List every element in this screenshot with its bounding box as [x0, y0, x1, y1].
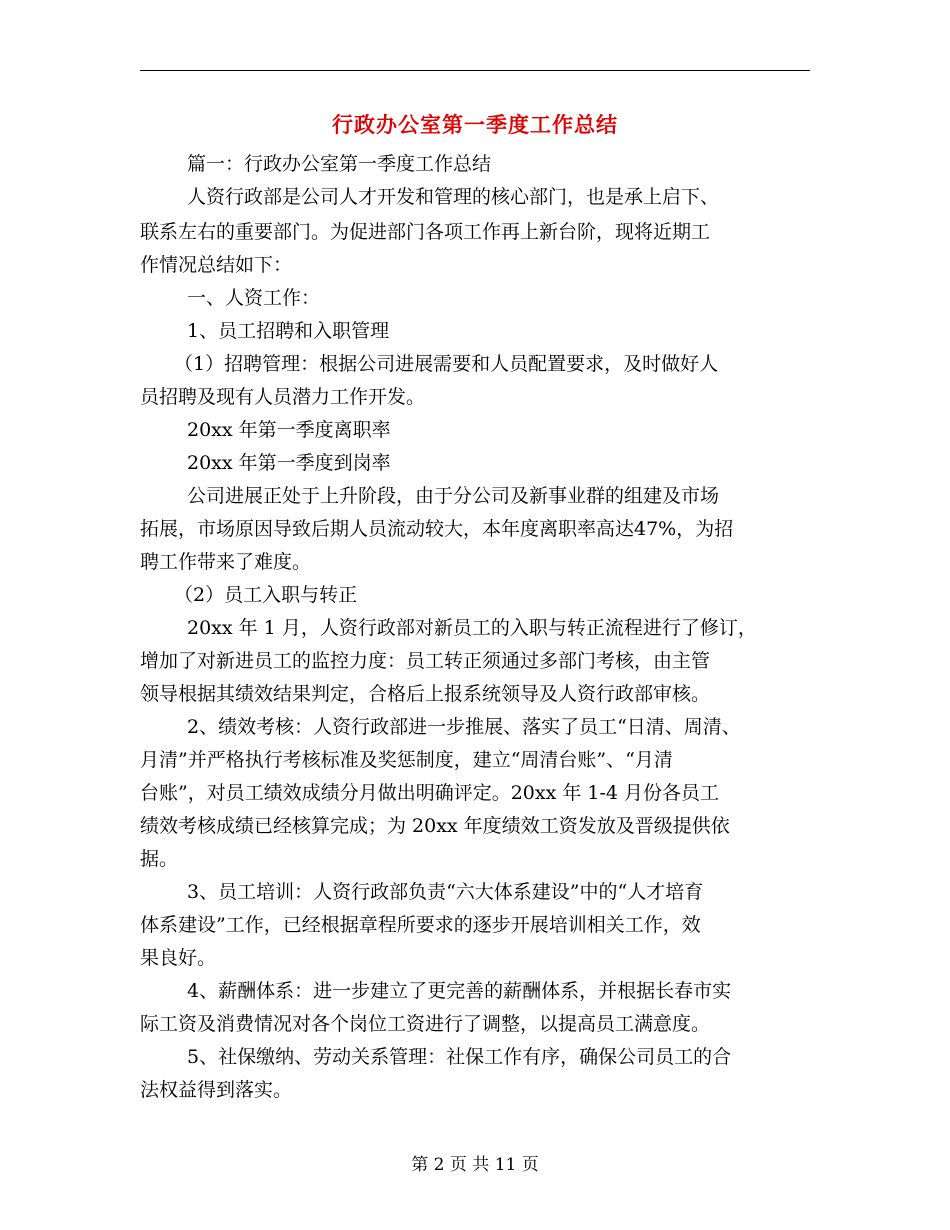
paragraph-line: 3、员工培训：人资行政部负责“六大体系建设”中的“人才培育: [187, 881, 704, 903]
paragraph-line: 公司进展正处于上升阶段，由于分公司及新事业群的组建及市场: [187, 485, 720, 507]
paragraph-line: 果良好。: [140, 947, 217, 969]
paragraph-line: 20xx 年第一季度离职率: [187, 419, 391, 441]
paragraph-line: 4、薪酬体系：进一步建立了更完善的薪酬体系，并根据长春市实: [187, 980, 732, 1002]
paragraph-line: 法权益得到落实。: [140, 1079, 293, 1101]
paragraph-line: 作情况总结如下：: [140, 254, 293, 276]
document-title: 行政办公室第一季度工作总结: [332, 112, 618, 137]
paragraph-line: 篇一：行政办公室第一季度工作总结: [187, 153, 492, 175]
paragraph-line: 际工资及消费情况对各个岗位工资进行了调整，以提高员工满意度。: [140, 1013, 711, 1035]
paragraph-line: 月清”并严格执行考核标准及奖惩制度，建立“周清台账”、“月清: [140, 749, 673, 771]
subsection-heading: 1、员工招聘和入职管理: [187, 320, 390, 342]
paragraph-line: 据。: [140, 848, 179, 870]
paragraph-line: （1）招聘管理：根据公司进展需要和人员配置要求，及时做好人: [174, 353, 719, 375]
paragraph-line: 增加了对新进员工的监控力度：员工转正须通过多部门考核，由主管: [140, 650, 711, 672]
paragraph-line: 5、社保缴纳、劳动关系管理：社保工作有序，确保公司员工的合: [187, 1046, 732, 1068]
paragraph-line: 绩效考核成绩已经核算完成；为 20xx 年度绩效工资发放及晋级提供依: [140, 815, 730, 837]
paragraph-line: 体系建设”工作，已经根据章程所要求的逐步开展培训相关工作，效: [140, 914, 701, 936]
paragraph-line: 聘工作带来了难度。: [140, 551, 312, 573]
paragraph-line: 联系左右的重要部门。为促进部门各项工作再上新台阶，现将近期工: [140, 221, 711, 243]
paragraph-line: 20xx 年 1 月，人资行政部对新员工的入职与转正流程进行了修订，: [187, 617, 757, 639]
header-rule: [140, 70, 810, 71]
paragraph-line: 员招聘及现有人员潜力工作开发。: [140, 386, 426, 408]
paragraph-line: 2、绩效考核：人资行政部进一步推展、落实了员工“日清、周清、: [187, 716, 741, 738]
paragraph-line: 人资行政部是公司人才开发和管理的核心部门，也是承上启下、: [187, 186, 720, 208]
paragraph-line: 拓展，市场原因导致后期人员流动较大，本年度离职率高达47%，为招: [140, 518, 734, 540]
page-number-footer: 第 2 页 共 11 页: [411, 1155, 539, 1175]
paragraph-line: 20xx 年第一季度到岗率: [187, 452, 391, 474]
section-heading: 一、人资工作：: [187, 287, 321, 309]
subsection-heading: （2）员工入职与转正: [174, 584, 358, 606]
paragraph-line: 领导根据其绩效结果判定，合格后上报系统领导及人资行政部审核。: [140, 683, 711, 705]
paragraph-line: 台账”，对员工绩效成绩分月做出明确评定。20xx 年 1-4 月份各员工: [140, 782, 720, 804]
